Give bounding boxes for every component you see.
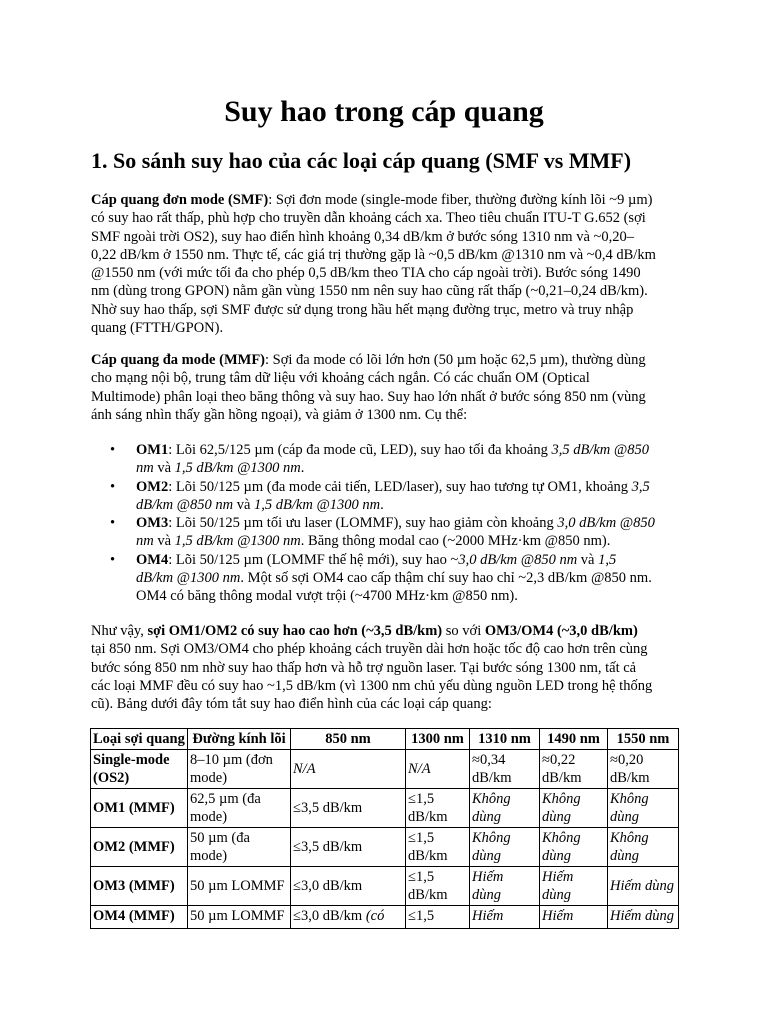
cell-line: ≈0,22	[542, 752, 576, 768]
bullet-term: OM1	[136, 442, 169, 458]
cell-line: dB/km	[472, 770, 512, 786]
cell-line: (có	[365, 908, 385, 924]
bullet-italic: nm	[136, 533, 154, 550]
cell-line: Hiếm	[472, 869, 504, 885]
table-header-cell: 850 nm	[291, 729, 406, 750]
mmf-paragraph	[91, 351, 683, 424]
cell-line: ≤1,5	[408, 791, 435, 807]
bullet-italic: 1,5	[598, 551, 617, 568]
cell-line: Hiếm	[542, 908, 574, 924]
table-cell: ≤1,5	[406, 906, 470, 929]
bullet-italic: 1,5 dB/km @1300 nm	[254, 496, 381, 513]
cell-line: ≤1,5	[408, 830, 435, 846]
bullet-text: và	[577, 551, 599, 568]
cell-line: 50 µm (đa	[190, 830, 250, 846]
table-header-cell: 1310 nm	[470, 729, 540, 750]
cell-line: ≤1,5	[408, 869, 435, 885]
smf-text: Nhờ suy hao thấp, sợi SMF được sử dụng trong hầu hết mạng đường trục, metro và truy nhập	[91, 301, 634, 318]
cell-line: ≈0,20	[610, 752, 644, 768]
summary-text: bước sóng 850 nm nhờ suy hao thấp hơn và hỗ trợ nguồn laser. Tại bước sóng 1300 nm, tất cả	[91, 659, 637, 676]
table-cell-type	[91, 750, 188, 789]
bullet-italic: dB/km @850 nm	[136, 496, 234, 513]
cell-line: OM3 (MMF)	[93, 878, 175, 894]
bullet-dot-icon: •	[110, 478, 116, 495]
cell-line: Hiếm	[542, 869, 574, 885]
cell-line: ≈0,34	[472, 752, 506, 768]
table-cell	[470, 750, 540, 789]
cell-line: OM1 (MMF)	[93, 800, 175, 816]
bullet-italic: 3,0 dB/km @850	[557, 515, 655, 532]
table-header-cell: Loại sợi quang	[91, 729, 188, 750]
table-cell	[608, 828, 679, 867]
cell-line: Không	[472, 830, 511, 846]
cell-line: dùng	[610, 809, 639, 825]
bullet-dot-icon: •	[110, 515, 116, 532]
smf-text: quang (FTTH/GPON).	[91, 320, 224, 337]
summary-paragraph	[91, 622, 683, 713]
bullet-italic: 3,5	[631, 478, 650, 495]
summary-text: so với	[442, 623, 485, 639]
table-cell	[291, 906, 406, 929]
document-title: Suy hao trong cáp quang	[224, 95, 544, 128]
bullet-text: .	[380, 496, 384, 513]
cell-line: mode)	[190, 848, 228, 864]
bullet-italic: 1,5 dB/km @1300 nm	[174, 460, 301, 477]
mmf-text: Multimode) phân loại theo băng thông và suy hao. Suy hao lớn nhất ở bước sóng 850 nm (vùng	[91, 388, 646, 405]
cell-line: dùng	[472, 809, 501, 825]
cell-line: dB/km	[408, 809, 448, 825]
table-row	[91, 789, 679, 828]
mmf-text: cho mạng nội bộ, trung tâm dữ liệu với khoảng cách ngắn. Có các chuẩn OM (Optical	[91, 370, 590, 387]
cell-line: 62,5 µm (đa	[190, 791, 261, 807]
table-header-cell: 1490 nm	[540, 729, 608, 750]
table-cell-core: 50 µm LOMMF	[188, 906, 291, 929]
bullet-text: và	[233, 496, 255, 513]
summary-bold: sợi OM1/OM2 có suy hao cao hơn (~3,5 dB/km)	[147, 623, 443, 639]
table-cell	[608, 867, 679, 906]
cell-line: Không	[542, 791, 581, 807]
table-cell: ≤3,5 dB/km	[291, 828, 406, 867]
bullet-italic: dB/km @1300 nm	[136, 570, 241, 587]
cell-line: dùng	[610, 848, 639, 864]
table-cell	[406, 789, 470, 828]
bullet-text: : Lõi 62,5/125 µm (cáp đa mode cũ, LED), suy hao tối đa khoảng	[168, 442, 552, 458]
cell-line: dB/km	[542, 770, 582, 786]
mmf-text: : Sợi đa mode có lõi lớn hơn (50 µm hoặc 62,5 µm), thường dùng	[265, 352, 646, 368]
table-cell-type	[91, 828, 188, 867]
table-cell	[470, 789, 540, 828]
bullet-italic: 1,5 dB/km @1300 nm	[174, 533, 301, 550]
table-row	[91, 828, 679, 867]
smf-text: SMF ngoài trời OS2), suy hao điển hình khoảng 0,34 dB/km ở bước sóng 1310 nm và ~0,20–	[91, 228, 634, 245]
bullet-text: .	[300, 460, 305, 477]
table-cell	[608, 789, 679, 828]
mmf-lead: Cáp quang đa mode (MMF)	[91, 352, 266, 368]
smf-text: : Sợi đơn mode (single-mode fiber, thường đường kính lõi ~9 µm)	[268, 192, 653, 208]
table-cell-core	[188, 789, 291, 828]
cell-line: dùng	[472, 887, 501, 903]
table-cell: ≤3,5 dB/km	[291, 789, 406, 828]
table-header-row	[91, 729, 679, 750]
bullet-om3	[91, 514, 655, 551]
bullet-om4	[91, 551, 655, 606]
bullet-dot-icon: •	[110, 551, 116, 568]
cell-line: OM2 (MMF)	[93, 839, 175, 855]
table-row	[91, 867, 679, 906]
bullet-text: : Lõi 50/125 µm tối ưu laser (LOMMF), suy hao giảm còn khoảng	[168, 515, 558, 532]
summary-text: Như vậy,	[91, 623, 148, 639]
table-header-cell: 1550 nm	[608, 729, 679, 750]
table-cell-type	[91, 867, 188, 906]
table-cell	[540, 906, 608, 929]
cell-line: Không	[472, 791, 511, 807]
cell-line: Hiếm	[472, 908, 504, 924]
cell-line: OM4 (MMF)	[93, 908, 175, 924]
table-cell	[406, 750, 470, 789]
table-cell	[540, 750, 608, 789]
bullet-term: OM4	[136, 551, 169, 568]
table-cell	[608, 906, 679, 929]
table-header-cell: Đường kính lõi	[188, 729, 291, 750]
cell-line: dùng	[542, 887, 571, 903]
cell-line: Hiếm dùng	[610, 878, 675, 894]
table-row	[91, 750, 679, 789]
table-cell	[470, 867, 540, 906]
table-cell	[540, 828, 608, 867]
cell-line: mode)	[190, 809, 228, 825]
cell-line: ≤3,0 dB/km	[293, 908, 366, 924]
table-cell	[291, 750, 406, 789]
section-heading: 1. So sánh suy hao của các loại cáp quang (SMF vs MMF)	[91, 148, 632, 173]
table-cell-type	[91, 906, 188, 929]
smf-text: 0,22 dB/km ở 1550 nm. Thực tế, các giá trị thường gặp là ~0,5 dB/km @1310 nm và ~0,4 dB/km	[91, 246, 656, 263]
bullet-italic: nm	[136, 460, 154, 477]
cell-line: Hiếm dùng	[610, 908, 675, 924]
table-header-cell: 1300 nm	[406, 729, 470, 750]
bullet-text: . Băng thông modal cao (~2000 MHz·km @850 nm).	[300, 533, 611, 550]
cell-line: Không	[610, 830, 649, 846]
table-cell	[540, 789, 608, 828]
bullet-term: OM3	[136, 515, 169, 532]
cell-line: Single-mode	[93, 752, 170, 768]
cell-line: mode)	[190, 770, 228, 786]
table-cell-core	[188, 750, 291, 789]
table-cell	[608, 750, 679, 789]
summary-text: tại 850 nm. Sợi OM3/OM4 cho phép khoảng cách truyền dài hơn hoặc tốc độ cao hơn trên cùng	[91, 641, 648, 658]
cell-line: N/A	[408, 761, 431, 777]
cell-line: dB/km	[610, 770, 650, 786]
smf-text: @1550 nm (với mức tối đa cho phép 0,5 dB/km theo TIA cho cáp ngoài trời). Bước sóng 1490	[91, 265, 641, 282]
smf-paragraph	[91, 191, 683, 337]
table-cell-core: 50 µm LOMMF	[188, 867, 291, 906]
table-cell-type	[91, 789, 188, 828]
bullet-text: và	[153, 460, 175, 477]
table-row	[91, 906, 679, 929]
cell-line: Không	[542, 830, 581, 846]
table-cell	[470, 828, 540, 867]
bullet-text: . Một số sợi OM4 cao cấp thậm chí suy hao chỉ ~2,3 dB/km @850 nm.	[240, 570, 652, 587]
attenuation-table	[90, 728, 679, 929]
bullet-om2	[91, 478, 655, 515]
table-cell	[470, 906, 540, 929]
cell-line: 8–10 µm (đơn	[190, 752, 273, 768]
smf-text: có suy hao rất thấp, phù hợp cho truyền dẫn khoảng cách xa. Theo tiêu chuẩn ITU-T G.652 (sợi	[91, 210, 646, 227]
bullet-italic: 3,0 dB/km @850 nm	[458, 551, 578, 568]
cell-line: Không	[610, 791, 649, 807]
bullet-italic: 3,5 dB/km @850	[551, 442, 649, 458]
bullet-text: OM4 có băng thông modal vượt trội (~4700 MHz·km @850 nm).	[136, 588, 518, 605]
om-bullet-list	[91, 441, 655, 606]
cell-line: N/A	[293, 761, 316, 777]
cell-line: dùng	[472, 848, 501, 864]
table-cell	[406, 828, 470, 867]
bullet-text: : Lõi 50/125 µm (LOMMF thế hệ mới), suy hao ~	[168, 551, 459, 568]
bullet-om1	[91, 441, 655, 478]
cell-line: dùng	[542, 848, 571, 864]
bullet-text: : Lõi 50/125 µm (đa mode cải tiến, LED/laser), suy hao tương tự OM1, khoảng	[168, 478, 632, 495]
summary-bold: OM3/OM4 (~3,0 dB/km)	[484, 623, 638, 639]
smf-text: nm (dùng trong GPON) nằm gần vùng 1550 nm nên suy hao cũng rất thấp (~0,21–0,24 dB/km).	[91, 283, 648, 300]
bullet-dot-icon: •	[110, 442, 116, 458]
bullet-term: OM2	[136, 478, 169, 495]
cell-line: dB/km	[408, 848, 448, 864]
mmf-text: ánh sáng nhìn thấy gần hồng ngoại), và giảm ở 1300 nm. Cụ thể:	[91, 406, 468, 423]
summary-text: các loại MMF đều có suy hao ~1,5 dB/km (vì 1300 nm chủ yếu dùng nguồn LED trong hệ thống	[91, 677, 653, 694]
summary-text: cũ). Bảng dưới đây tóm tắt suy hao điển hình của các loại cáp quang:	[91, 696, 492, 713]
table-cell: ≤3,0 dB/km	[291, 867, 406, 906]
table-cell	[540, 867, 608, 906]
cell-line: (OS2)	[93, 770, 130, 786]
bullet-text: và	[153, 533, 175, 550]
smf-lead: Cáp quang đơn mode (SMF)	[91, 192, 269, 208]
cell-line: dB/km	[408, 887, 448, 903]
table-cell	[406, 867, 470, 906]
cell-line: dùng	[542, 809, 571, 825]
table-cell-core	[188, 828, 291, 867]
